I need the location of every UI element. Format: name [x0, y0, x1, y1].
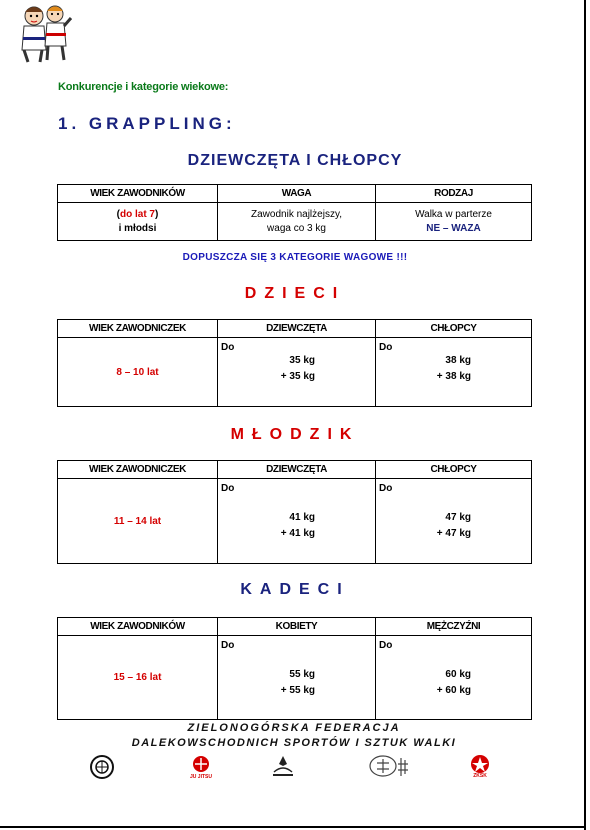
weight-line2: waga co 3 kg: [267, 222, 326, 234]
federation-footer: [56, 722, 532, 782]
girls-weight-cell: [218, 479, 376, 564]
weight-value: + 47 kg: [436, 528, 471, 539]
age-range: 8 – 10 lat: [58, 338, 218, 407]
table-header: WIEK ZAWODNIKÓW: [58, 618, 218, 636]
weight-value: 47 kg: [445, 512, 471, 523]
page-border-right: [584, 0, 586, 830]
table-header: CHŁOPCY: [376, 461, 532, 479]
age-paren-open: (: [116, 208, 120, 220]
type-cell: [376, 203, 532, 241]
dzieci-table: [57, 319, 532, 407]
boys-weight-cell: [376, 338, 532, 407]
weight-value: + 38 kg: [436, 371, 471, 382]
federation-name-line1: ZIELONOGÓRSKA FEDERACJA: [187, 722, 401, 734]
kadeci-heading: KADECI: [240, 581, 350, 598]
weight-prefix: Do: [379, 483, 393, 494]
age-paren-close: ): [155, 208, 159, 220]
grappling-table: [57, 184, 532, 241]
weight-value: 41 kg: [289, 512, 315, 523]
boys-weight-cell: [376, 479, 532, 564]
weight-value: 38 kg: [445, 355, 471, 366]
women-weight-cell: [218, 636, 376, 720]
age-cell: [58, 203, 218, 241]
weight-categories-note: DOPUSZCZA SIĘ 3 KATEGORIE WAGOWE !!!: [182, 252, 408, 263]
table-header: KOBIETY: [218, 618, 376, 636]
table-header: WIEK ZAWODNICZEK: [58, 461, 218, 479]
type-line2: NE – WAZA: [426, 222, 481, 234]
men-weight-cell: [376, 636, 532, 720]
weight-value: + 60 kg: [436, 685, 471, 696]
aikido-emblem-icon: [268, 754, 298, 780]
kadeci-table: [57, 617, 532, 720]
weight-value: + 41 kg: [280, 528, 315, 539]
weight-prefix: Do: [221, 483, 235, 494]
weight-prefix: Do: [379, 640, 393, 651]
weight-value: 55 kg: [289, 669, 315, 680]
table-header: DZIEWCZĘTA: [218, 320, 376, 338]
weight-value: + 55 kg: [280, 685, 315, 696]
table-header: WAGA: [218, 185, 376, 203]
weight-prefix: Do: [221, 640, 235, 651]
ju-jitsu-label: JU JITSU: [190, 774, 212, 780]
table-header: WIEK ZAWODNIKÓW: [58, 185, 218, 203]
weight-value: + 35 kg: [280, 371, 315, 382]
circle-seal-icon: [82, 754, 122, 780]
weight-value: 60 kg: [445, 669, 471, 680]
intro-text: Konkurencje i kategorie wiekowe:: [58, 81, 229, 93]
table-header: CHŁOPCY: [376, 320, 532, 338]
table-header: DZIEWCZĘTA: [218, 461, 376, 479]
age-range: 11 – 14 lat: [58, 479, 218, 564]
mlodzik-table: [57, 460, 532, 564]
mlodzik-heading: MŁODZIK: [230, 426, 360, 443]
table-header: RODZAJ: [376, 185, 532, 203]
zksk-label: ZKSK: [473, 773, 487, 779]
table-header: MĘŻCZYŹNI: [376, 618, 532, 636]
age-range: 15 – 16 lat: [58, 636, 218, 720]
federation-name-line2: DALEKOWSCHODNICH SPORTÓW I SZTUK WALKI: [131, 737, 457, 749]
age-limit: do lat 7: [119, 208, 155, 220]
main-heading: DZIEWCZĘTA I CHŁOPCY: [187, 152, 403, 169]
table-header: WIEK ZAWODNICZEK: [58, 320, 218, 338]
section-title: 1. GRAPPLING:: [58, 114, 236, 133]
karate-kids-logo-icon: [14, 2, 72, 64]
girls-weight-cell: [218, 338, 376, 407]
weight-prefix: Do: [221, 342, 235, 353]
age-line2: i młodsi: [118, 222, 157, 234]
weight-prefix: Do: [379, 342, 393, 353]
kanji-seal-icon: [367, 754, 413, 780]
page-border-bottom: [0, 826, 586, 828]
weight-line1: Zawodnik najlżejszy,: [251, 208, 342, 220]
weight-cell: [218, 203, 376, 241]
type-line1: Walka w parterze: [415, 208, 492, 220]
dzieci-heading: DZIECI: [244, 285, 346, 302]
weight-value: 35 kg: [289, 355, 315, 366]
